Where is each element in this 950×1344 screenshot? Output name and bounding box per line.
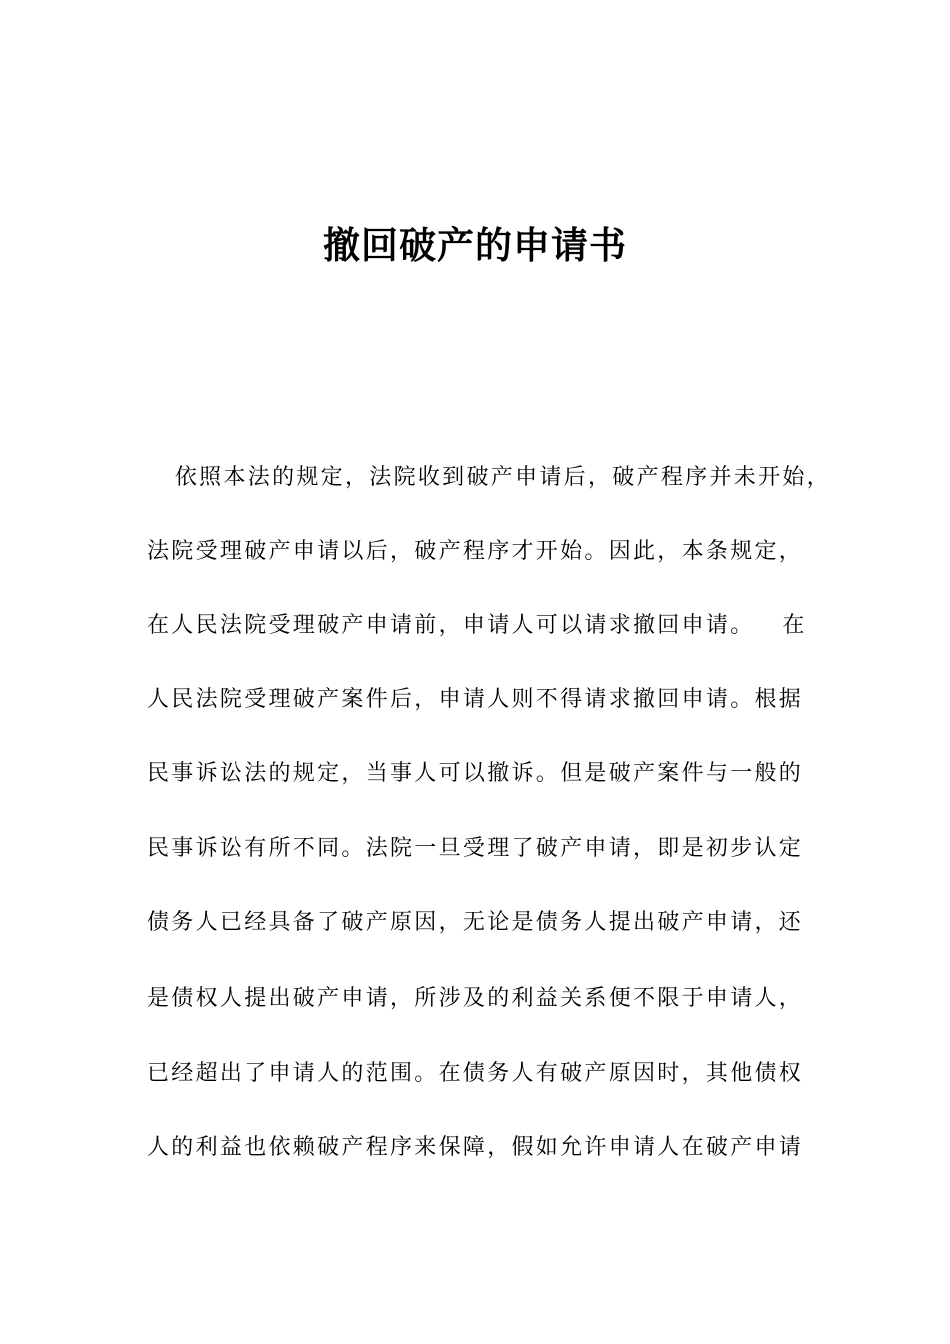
- document-title: 撤回破产的申请书: [323, 224, 627, 267]
- body-text-line: 民事诉讼有所不同。法院一旦受理了破产申请，即是初步认定: [147, 836, 804, 861]
- body-text-line: 人民法院受理破产案件后，申请人则不得请求撤回申请。根据: [147, 687, 804, 712]
- body-text-line: 人的利益也依赖破产程序来保障，假如允许申请人在破产申请: [147, 1135, 804, 1160]
- body-text-line: 债务人已经具备了破产原因，无论是债务人提出破产申请，还: [147, 910, 804, 935]
- body-text-line: 是债权人提出破产申请，所涉及的利益关系便不限于申请人，: [147, 986, 804, 1011]
- body-text-line: 民事诉讼法的规定，当事人可以撤诉。但是破产案件与一般的: [147, 761, 804, 786]
- body-text-line: 依照本法的规定，法院收到破产申请后，破产程序并未开始，: [147, 465, 831, 490]
- body-text-line: 已经超出了申请人的范围。在债务人有破产原因时，其他债权: [147, 1061, 804, 1086]
- body-text-line: 在人民法院受理破产申请前，申请人可以请求撤回申请。 在: [147, 613, 807, 638]
- body-text-line: 法院受理破产申请以后，破产程序才开始。因此，本条规定，: [147, 539, 804, 564]
